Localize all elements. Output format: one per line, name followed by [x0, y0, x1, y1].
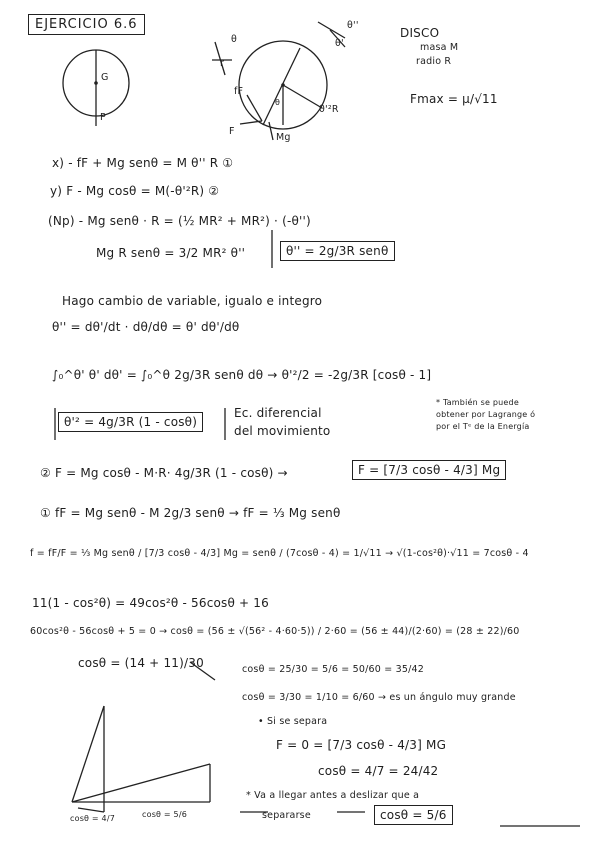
label-f: F	[229, 126, 235, 137]
label-th2r: θ'²R	[319, 104, 339, 115]
final-result: cosθ = 5/6	[374, 805, 453, 825]
triangle-label-1: cosθ = 4/7	[70, 814, 116, 823]
label-p: P	[100, 112, 106, 123]
final-note-2: separarse	[262, 810, 311, 821]
disc-radius: radio R	[416, 56, 452, 67]
integral-eq: ∫₀^θ' θ' dθ' = ∫₀^θ 2g/3R senθ dθ → θ'²/2 = -2g/3R [cosθ - 1]	[52, 368, 432, 382]
chain-rule: θ'' = dθ'/dt · dθ/dθ = θ' dθ'/dθ	[52, 320, 240, 334]
separation-cos: cosθ = 4/7 = 24/42	[318, 764, 439, 778]
note-line-2: obtener por Lagrange ó	[436, 410, 536, 419]
eq2-result: F = [7/3 cosθ - 4/3] Mg	[352, 460, 506, 480]
eq1-substitution: ① fF = Mg senθ - M 2g/3 senθ → fF = ⅓ Mg senθ	[40, 506, 341, 520]
separation-eq: F = 0 = [7/3 cosθ - 4/3] MG	[276, 738, 447, 752]
root-a: cosθ = 25/30 = 5/6 = 50/60 = 35/42	[242, 664, 425, 675]
separation-note: • Si se separa	[258, 716, 328, 727]
eq-y: y) F - Mg cosθ = M(-θ'²R) ②	[50, 184, 220, 198]
quadratic-line-2: 60cos²θ - 56cosθ + 5 = 0 → cosθ = (56 ± √(56² - 4·60·5)) / 2·60 = (56 ± 44)/(2·60) = (28 ± 22)/60	[30, 626, 520, 637]
label-theta-d: θ'	[335, 38, 344, 49]
final-note-1: * Va a llegar antes a deslizar que a	[246, 790, 420, 801]
quadratic-line-1: 11(1 - cos²θ) = 49cos²θ - 56cosθ + 16	[32, 596, 269, 610]
change-variable-note: Hago cambio de variable, igualo e integro	[62, 294, 323, 308]
motion-label-1: Ec. diferencial	[234, 406, 322, 420]
note-line-3: por el Tᵉ de la Energía	[436, 422, 530, 431]
eq2-substitution: ② F = Mg cosθ - M·R· 4g/3R (1 - cosθ) →	[40, 466, 288, 480]
friction-coefficient: Fmax = μ/√11	[410, 92, 498, 106]
label-theta-fig: θ	[275, 98, 281, 107]
label-theta-axis: θ	[231, 34, 238, 45]
root-1: cosθ = (14 + 11)/30	[78, 656, 204, 670]
label-mg: Mg	[276, 132, 291, 143]
label-theta-dd: θ''	[347, 20, 359, 31]
root-b: cosθ = 3/30 = 1/10 = 6/60 → es un ángulo muy grande	[242, 692, 516, 703]
label-axis-r: r	[220, 58, 225, 69]
exercise-title: EJERCICIO 6.6	[28, 14, 145, 35]
disc-heading: DISCO	[400, 26, 440, 40]
eq-x: x) - fF + Mg senθ = M θ'' R ①	[52, 156, 234, 170]
label-g: G	[101, 72, 109, 83]
note-line-1: * También se puede	[436, 398, 519, 407]
friction-ratio: f = fF/F = ⅓ Mg senθ / [7/3 cosθ - 4/3] Mg = senθ / (7cosθ - 4) = 1/√11 → √(1-cos²θ)·√11 = 7cosθ - 4	[30, 548, 529, 559]
label-ff: fF	[234, 86, 244, 97]
eq-np2: Mg R senθ = 3/2 MR² θ''	[96, 246, 246, 260]
eq-np: (Np) - Mg senθ · R = (½ MR² + MR²) · (-θ'')	[48, 214, 311, 228]
theta-dd-result: θ'' = 2g/3R senθ	[280, 241, 395, 261]
motion-label-2: del movimiento	[234, 424, 331, 438]
disc-mass: masa M	[420, 42, 459, 53]
motion-equation: θ'² = 4g/3R (1 - cosθ)	[58, 412, 203, 432]
triangle-label-2: cosθ = 5/6	[142, 810, 188, 819]
